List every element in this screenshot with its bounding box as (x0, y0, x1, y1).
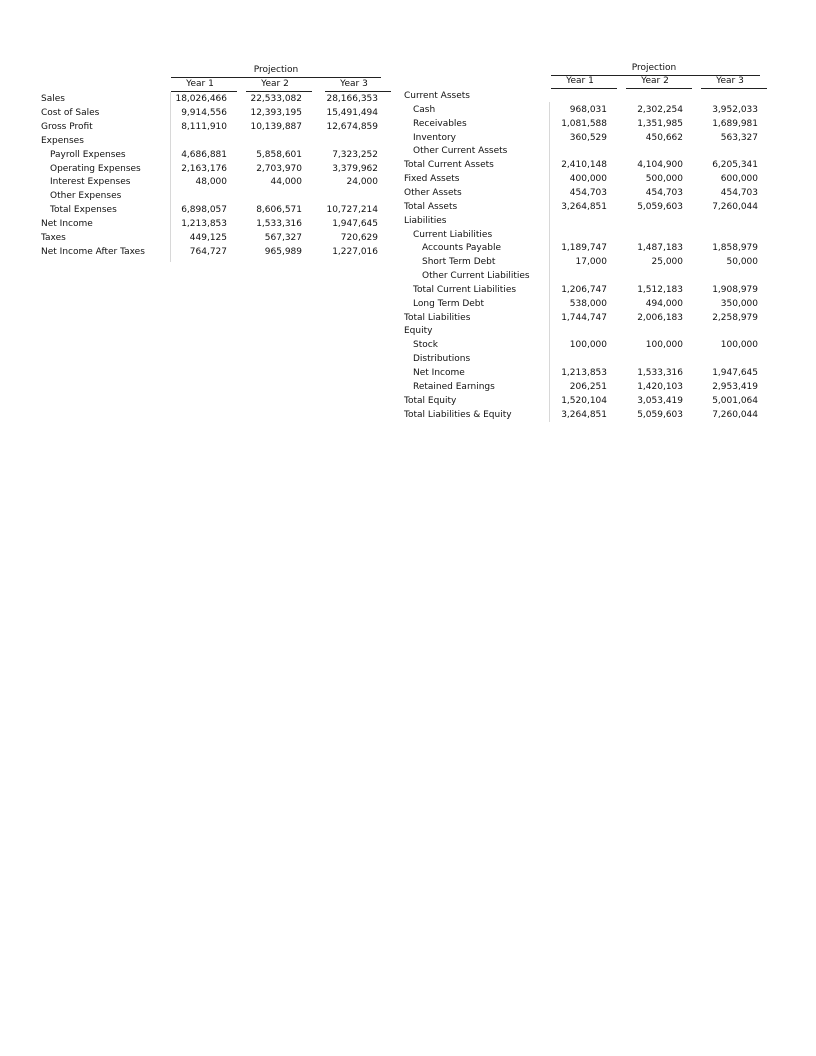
year-2-value: 5,858,601 (256, 149, 302, 160)
year-1-header: Year 1 (566, 76, 594, 86)
year-3-value: 720,629 (340, 233, 378, 243)
row-label: Distributions (413, 354, 471, 365)
year-2-value: 100,000 (645, 340, 683, 351)
table-row (41, 245, 386, 259)
year-3-value: 563,327 (720, 132, 758, 143)
row-label: Other Assets (404, 187, 462, 198)
year-1-value: 454,703 (569, 187, 607, 198)
row-label: Net Income (413, 368, 465, 378)
year-3-value: 1,947,645 (332, 219, 378, 230)
year-3-value: 600,000 (720, 174, 758, 185)
year-1-value: 1,744,747 (561, 312, 607, 323)
year-3-value: 5,001,064 (712, 395, 758, 406)
table-row (404, 269, 764, 283)
year-2-value: 454,703 (645, 187, 683, 198)
table-row (404, 200, 764, 214)
table-row (404, 172, 764, 186)
row-label: Interest Expenses (50, 177, 131, 188)
year-2-value: 25,000 (651, 257, 683, 268)
year-3-value: 1,689,981 (712, 118, 758, 129)
projection-header: Projection (631, 63, 677, 73)
year-1-value: 1,081,588 (561, 118, 607, 129)
year-1-value: 2,410,148 (561, 160, 607, 171)
table-row (404, 117, 764, 131)
year-1-value: 8,111,910 (181, 121, 227, 132)
year-2-value: 450,662 (645, 132, 683, 143)
row-label: Liabilities (404, 215, 447, 226)
table-row (41, 189, 386, 203)
row-label: Total Assets (404, 201, 458, 212)
year-1-value: 449,125 (189, 233, 227, 243)
row-label: Expenses (41, 135, 84, 146)
year-1-value: 764,727 (189, 246, 227, 257)
year-3-value: 2,953,419 (712, 381, 758, 392)
row-label: Total Liabilities (404, 312, 471, 323)
year-1-value: 18,026,466 (175, 94, 227, 104)
year-2-value: 965,989 (264, 246, 302, 257)
year-1-value: 400,000 (569, 174, 607, 185)
table-row (404, 283, 764, 297)
row-label: Retained Earnings (413, 381, 495, 392)
year-3-value: 15,491,494 (326, 107, 378, 118)
row-label: Short Term Debt (422, 257, 496, 268)
year-2-value: 494,000 (645, 298, 683, 309)
year-3-header: Year 3 (716, 76, 744, 86)
year-2-value: 2,006,183 (637, 312, 683, 323)
row-label: Total Current Assets (404, 160, 494, 171)
row-label: Total Liabilities & Equity (404, 409, 512, 420)
table-row (41, 175, 386, 189)
year-3-value: 1,908,979 (712, 284, 758, 295)
year-2-value: 12,393,195 (250, 107, 302, 118)
row-label: Receivables (413, 118, 467, 129)
year-1-value: 100,000 (569, 340, 607, 351)
year-2-value: 22,533,082 (250, 94, 302, 104)
table-row (404, 131, 764, 145)
year-3-value: 28,166,353 (326, 94, 378, 104)
year-2-value: 5,059,603 (637, 201, 683, 212)
year-2-value: 567,327 (264, 233, 302, 243)
row-label: Equity (404, 326, 433, 337)
table-row (404, 366, 764, 380)
year-3-value: 100,000 (720, 340, 758, 351)
year-2-value: 2,302,254 (637, 104, 683, 115)
row-label: Total Current Liabilities (413, 284, 517, 295)
year-3-value: 2,258,979 (712, 312, 758, 323)
year-3-value: 350,000 (720, 298, 758, 309)
projection-underline (171, 77, 381, 78)
year-2-header: Year 2 (641, 76, 669, 86)
row-label: Current Assets (404, 91, 470, 101)
year-1-value: 17,000 (575, 257, 607, 268)
row-label: Stock (413, 340, 438, 351)
table-row (404, 89, 764, 103)
row-label: Net Income After Taxes (41, 246, 145, 257)
year-3-value: 7,323,252 (332, 149, 378, 160)
year-3-value: 7,260,044 (712, 201, 758, 212)
year-3-value: 50,000 (726, 257, 758, 268)
table-row (41, 120, 386, 134)
row-label: Other Expenses (50, 191, 122, 202)
row-label: Net Income (41, 219, 93, 230)
year-3-header: Year 3 (340, 79, 368, 89)
table-row (404, 255, 764, 269)
year-3-value: 12,674,859 (326, 121, 378, 132)
table-row (41, 231, 386, 245)
row-label: Inventory (413, 132, 456, 143)
row-label: Cost of Sales (41, 107, 100, 118)
table-row (404, 394, 764, 408)
year-2-header: Year 2 (261, 79, 289, 89)
year-3-value: 7,260,044 (712, 409, 758, 420)
year-2-value: 500,000 (645, 174, 683, 185)
year-1-value: 538,000 (569, 298, 607, 309)
row-label: Sales (41, 94, 65, 104)
year-1-value: 968,031 (569, 104, 607, 115)
year-2-value: 8,606,571 (256, 205, 302, 216)
year-3-value: 1,858,979 (712, 243, 758, 254)
year-1-value: 1,206,747 (561, 284, 607, 295)
year-1-value: 1,213,853 (561, 368, 607, 378)
year-2-value: 1,533,316 (256, 219, 302, 230)
row-label: Payroll Expenses (50, 149, 126, 160)
year-3-value: 24,000 (346, 177, 378, 188)
year-2-value: 1,487,183 (637, 243, 683, 254)
year-2-value: 2,703,970 (256, 163, 302, 174)
row-label: Cash (413, 104, 436, 115)
row-label: Other Current Liabilities (422, 271, 530, 282)
table-row (41, 217, 386, 231)
table-row (41, 134, 386, 148)
year-1-value: 2,163,176 (181, 163, 227, 174)
table-row (404, 297, 764, 311)
year-1-header: Year 1 (186, 79, 214, 89)
year-3-value: 10,727,214 (326, 205, 378, 216)
table-row (41, 148, 386, 162)
year-1-value: 206,251 (569, 381, 607, 392)
row-label: Total Expenses (50, 205, 117, 216)
table-row (404, 158, 764, 172)
year-1-value: 360,529 (569, 132, 607, 143)
year-3-value: 454,703 (720, 187, 758, 198)
year-2-value: 1,351,985 (637, 118, 683, 129)
balance-sheet-table (404, 62, 764, 432)
year-2-value: 1,420,103 (637, 381, 683, 392)
year-3-value: 1,227,016 (332, 246, 378, 257)
row-label: Gross Profit (41, 121, 93, 132)
year-1-value: 1,520,104 (561, 395, 607, 406)
year-1-value: 6,898,057 (181, 205, 227, 216)
table-row (404, 311, 764, 325)
projection-header: Projection (253, 65, 299, 75)
row-label: Other Current Assets (413, 146, 508, 157)
year-3-value: 3,952,033 (712, 104, 758, 115)
table-row (404, 352, 764, 366)
year-2-value: 44,000 (270, 177, 302, 188)
year-1-value: 4,686,881 (181, 149, 227, 160)
year-1-value: 3,264,851 (561, 201, 607, 212)
table-row (404, 103, 764, 117)
table-row (404, 186, 764, 200)
row-label: Current Liabilities (413, 229, 493, 240)
year-1-value: 3,264,851 (561, 409, 607, 420)
row-label: Operating Expenses (50, 163, 141, 174)
table-row (404, 380, 764, 394)
table-row (41, 162, 386, 176)
table-row (404, 214, 764, 228)
table-row (41, 92, 386, 106)
row-label: Long Term Debt (413, 298, 485, 309)
year-1-value: 9,914,556 (181, 107, 227, 118)
income-statement-table (41, 64, 386, 264)
year-1-value: 1,213,853 (181, 219, 227, 230)
year-1-value: 1,189,747 (561, 243, 607, 254)
year-2-value: 3,053,419 (637, 395, 683, 406)
year-1-value: 48,000 (195, 177, 227, 188)
year-2-value: 10,139,887 (250, 121, 302, 132)
year-2-value: 4,104,900 (637, 160, 683, 171)
table-row (404, 324, 764, 338)
table-row (404, 241, 764, 255)
year-2-value: 1,512,183 (637, 284, 683, 295)
table-row (404, 408, 764, 422)
table-row (41, 106, 386, 120)
table-row (404, 144, 764, 158)
table-row (404, 338, 764, 352)
row-label: Total Equity (404, 395, 457, 406)
year-2-value: 1,533,316 (637, 368, 683, 378)
year-2-value: 5,059,603 (637, 409, 683, 420)
table-row (41, 203, 386, 217)
row-label: Taxes (41, 233, 66, 243)
row-label: Fixed Assets (404, 174, 460, 185)
year-3-value: 6,205,341 (712, 160, 758, 171)
year-3-value: 1,947,645 (712, 368, 758, 378)
year-3-value: 3,379,962 (332, 163, 378, 174)
table-row (404, 228, 764, 242)
row-label: Accounts Payable (422, 243, 502, 254)
